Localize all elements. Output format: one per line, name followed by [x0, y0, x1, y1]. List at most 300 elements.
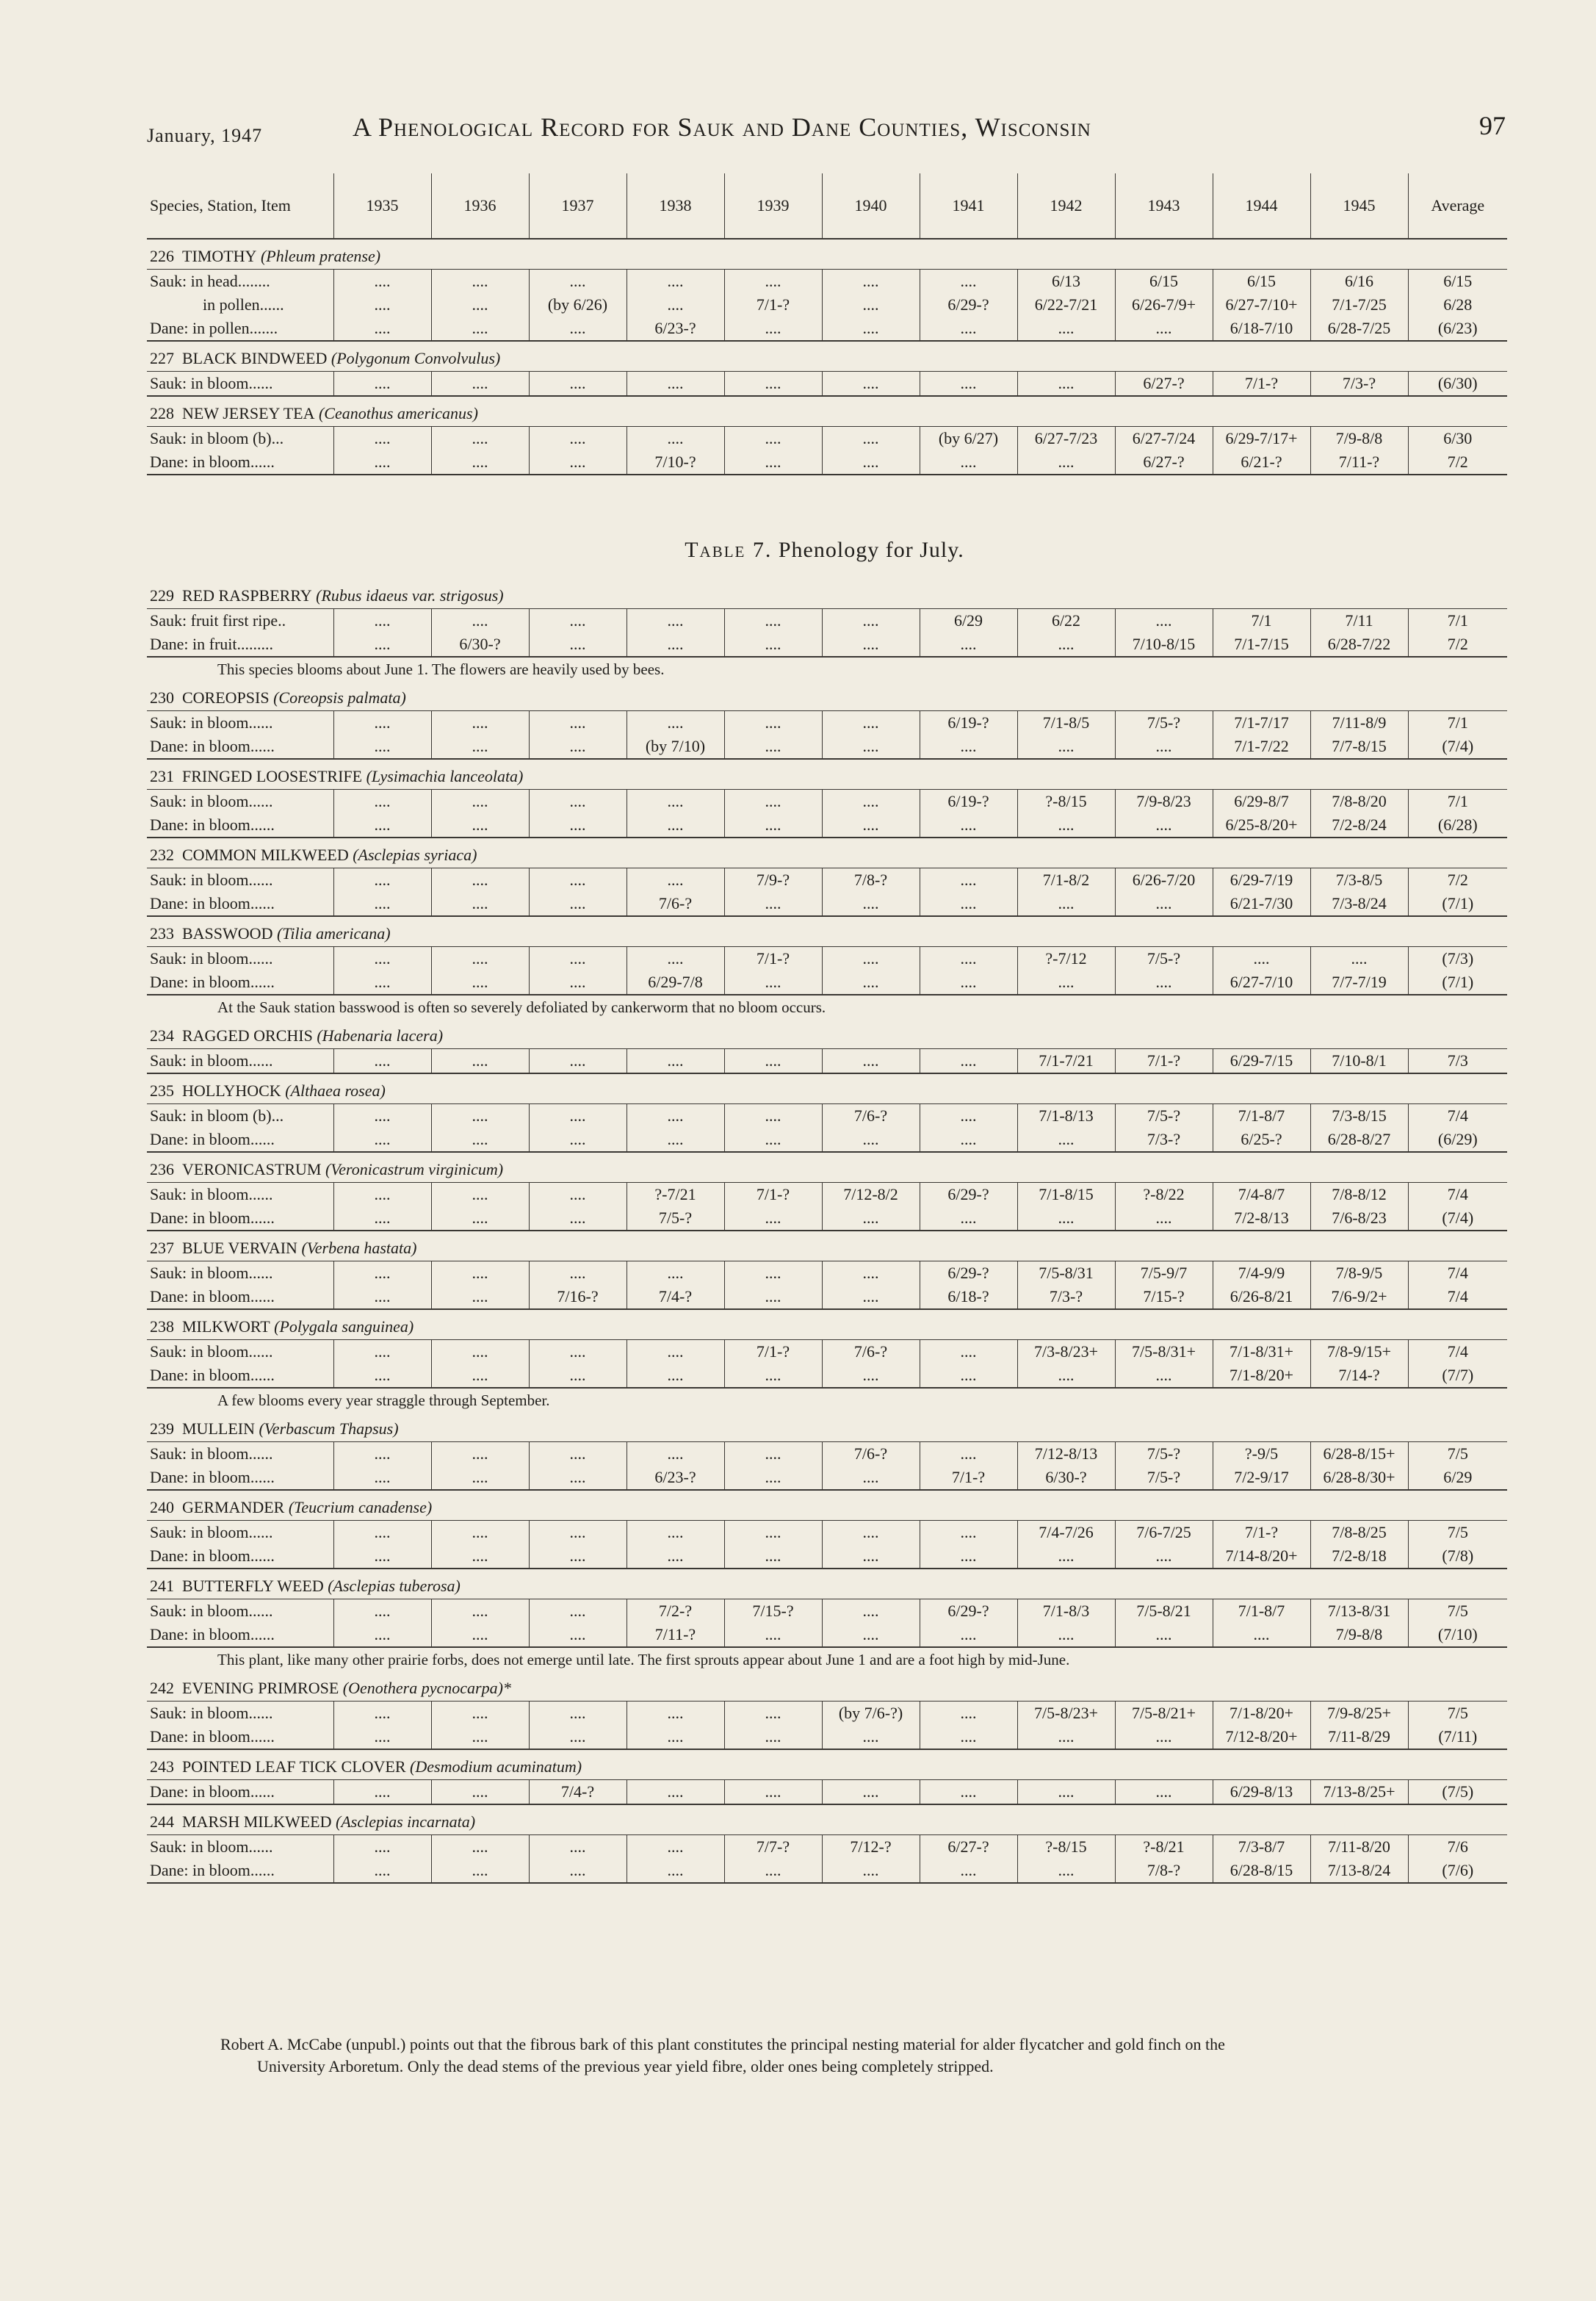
date-cell: ....	[627, 1859, 724, 1883]
date-cell: ....	[431, 427, 529, 451]
table-row	[147, 1128, 1507, 1152]
date-cell: ....	[333, 1521, 431, 1545]
date-cell: 6/29-7/15	[1213, 1049, 1310, 1074]
date-cell: ....	[1017, 1544, 1115, 1569]
date-cell: ....	[529, 1599, 627, 1624]
species-heading-row	[147, 681, 1507, 711]
row-label: Dane: in bloom......	[147, 450, 333, 475]
date-cell: 7/4-?	[529, 1780, 627, 1805]
date-cell: ....	[431, 609, 529, 633]
date-cell: 7/1-?	[1213, 372, 1310, 397]
table-row	[147, 1442, 1507, 1466]
date-cell: 6/28-8/15+	[1310, 1442, 1408, 1466]
species-common-name: BLUE VERVAIN	[182, 1239, 297, 1257]
date-cell: ....	[822, 1544, 920, 1569]
date-cell: ....	[822, 1859, 920, 1883]
species-latin-name: (Veronicastrum virginicum)	[325, 1160, 504, 1178]
date-cell: ....	[822, 1725, 920, 1749]
date-cell: 7/2-9/17	[1213, 1466, 1310, 1490]
date-cell: ....	[333, 1206, 431, 1231]
date-cell: ....	[431, 1285, 529, 1309]
date-cell: 7/9-8/25+	[1310, 1702, 1408, 1726]
column-header-year: 1936	[431, 173, 529, 239]
date-cell: 7/3-?	[1115, 1128, 1213, 1152]
date-cell: 7/9-8/8	[1310, 1623, 1408, 1647]
date-cell: ....	[1017, 1364, 1115, 1388]
date-cell: 7/5-8/31+	[1115, 1340, 1213, 1364]
date-cell: 7/11-8/9	[1310, 711, 1408, 735]
date-cell: ....	[529, 947, 627, 971]
date-cell: ....	[529, 813, 627, 838]
date-cell: ....	[1017, 813, 1115, 838]
date-cell: ....	[627, 1049, 724, 1074]
species-note-row	[147, 1388, 1507, 1412]
phenology-table-july	[147, 579, 1507, 1884]
date-cell: ....	[724, 450, 822, 475]
row-label: Dane: in bloom......	[147, 892, 333, 916]
average-cell: 7/5	[1408, 1442, 1507, 1466]
date-cell: 7/9-8/23	[1115, 790, 1213, 814]
species-note-row	[147, 657, 1507, 681]
species-number: 241	[150, 1577, 174, 1595]
date-cell: ....	[529, 1521, 627, 1545]
species-latin-name: (Asclepias tuberosa)	[328, 1577, 461, 1595]
date-cell: 7/5-?	[1115, 1442, 1213, 1466]
table-row	[147, 633, 1507, 657]
date-cell: ....	[529, 971, 627, 995]
date-cell: ....	[431, 1599, 529, 1624]
date-cell: ....	[1115, 1206, 1213, 1231]
date-cell: 7/11	[1310, 609, 1408, 633]
date-cell: (by 7/6-?)	[822, 1702, 920, 1726]
table-row	[147, 1544, 1507, 1569]
species-heading	[147, 1671, 1507, 1702]
column-header-year: 1940	[822, 173, 920, 239]
species-heading	[147, 1073, 1507, 1104]
date-cell: ....	[431, 270, 529, 294]
species-note-row	[147, 995, 1507, 1019]
species-latin-name: (Verbascum Thapsus)	[259, 1419, 399, 1438]
date-cell: ....	[529, 609, 627, 633]
species-number: 243	[150, 1757, 174, 1776]
average-cell: 6/30	[1408, 427, 1507, 451]
date-cell: 7/5-9/7	[1115, 1261, 1213, 1286]
date-cell: 7/8-?	[1115, 1859, 1213, 1883]
date-cell: 7/7-8/15	[1310, 735, 1408, 759]
date-cell: ?-8/15	[1017, 790, 1115, 814]
date-cell: 7/11-?	[627, 1623, 724, 1647]
date-cell: ....	[333, 813, 431, 838]
row-label: Sauk: in bloom (b)...	[150, 1106, 284, 1125]
date-cell: ....	[431, 1466, 529, 1490]
date-cell: ....	[627, 711, 724, 735]
species-common-name: MILKWORT	[182, 1317, 270, 1336]
date-cell: 6/28-8/30+	[1310, 1466, 1408, 1490]
date-cell: ....	[822, 892, 920, 916]
date-cell: ....	[1115, 892, 1213, 916]
date-cell: ....	[431, 293, 529, 317]
date-cell: 7/15-?	[1115, 1285, 1213, 1309]
date-cell: ....	[1115, 971, 1213, 995]
date-cell: ....	[724, 711, 822, 735]
species-latin-name: (Phleum pratense)	[260, 247, 381, 265]
date-cell: ....	[920, 1206, 1017, 1231]
date-cell: ....	[724, 1466, 822, 1490]
date-cell: ....	[1115, 317, 1213, 341]
species-common-name: BUTTERFLY WEED	[182, 1577, 324, 1595]
column-header-year: 1944	[1213, 173, 1310, 239]
average-cell: (7/8)	[1408, 1544, 1507, 1569]
date-cell: 6/27-?	[1115, 450, 1213, 475]
species-latin-name: (Tilia americana)	[276, 924, 391, 943]
date-cell: ....	[333, 1702, 431, 1726]
date-cell: ....	[627, 947, 724, 971]
date-cell: 7/5-8/31	[1017, 1261, 1115, 1286]
date-cell: 6/22-7/21	[1017, 293, 1115, 317]
date-cell: 6/22	[1017, 609, 1115, 633]
date-cell: ....	[333, 1261, 431, 1286]
column-header-year: 1941	[920, 173, 1017, 239]
date-cell: ....	[822, 450, 920, 475]
species-number: 236	[150, 1160, 174, 1178]
phenology-table-june-continued	[147, 173, 1507, 475]
date-cell: 6/29	[920, 609, 1017, 633]
date-cell: ....	[1310, 947, 1408, 971]
date-cell: ....	[627, 609, 724, 633]
average-cell: (7/1)	[1408, 971, 1507, 995]
date-cell: ....	[431, 1104, 529, 1128]
date-cell: ....	[431, 1340, 529, 1364]
date-cell: ....	[431, 1859, 529, 1883]
date-cell: ....	[627, 633, 724, 657]
date-cell: ....	[724, 971, 822, 995]
average-cell: 7/2	[1408, 868, 1507, 893]
date-cell: 7/6-?	[822, 1442, 920, 1466]
date-cell: 6/23-?	[627, 317, 724, 341]
date-cell: ?-7/21	[627, 1183, 724, 1207]
date-cell: ....	[920, 868, 1017, 893]
date-cell: 7/8-8/25	[1310, 1521, 1408, 1545]
date-cell: 7/3-?	[1310, 372, 1408, 397]
date-cell: ....	[333, 1544, 431, 1569]
species-heading-row	[147, 1569, 1507, 1599]
species-latin-name: (Rubus idaeus var. strigosus)	[316, 586, 504, 605]
date-cell: ....	[724, 1049, 822, 1074]
date-cell: ....	[431, 1623, 529, 1647]
species-heading-row	[147, 579, 1507, 609]
date-cell: 7/1-8/3	[1017, 1599, 1115, 1624]
date-cell: 7/14-?	[1310, 1364, 1408, 1388]
date-cell: ....	[529, 1442, 627, 1466]
date-cell: ....	[431, 1725, 529, 1749]
species-common-name: TIMOTHY	[182, 247, 257, 265]
date-cell: ....	[822, 1261, 920, 1286]
species-number: 237	[150, 1239, 174, 1257]
date-cell: 7/1	[1213, 609, 1310, 633]
date-cell: ....	[627, 1835, 724, 1859]
species-number: 239	[150, 1419, 174, 1438]
date-cell: ....	[333, 790, 431, 814]
species-common-name: MARSH MILKWEED	[182, 1812, 332, 1831]
date-cell: ....	[1115, 735, 1213, 759]
date-cell: 6/25-?	[1213, 1128, 1310, 1152]
species-number: 226	[150, 247, 174, 265]
date-cell: ....	[724, 1261, 822, 1286]
date-cell: ?-9/5	[1213, 1442, 1310, 1466]
date-cell: 7/10-?	[627, 450, 724, 475]
date-cell: ....	[1213, 947, 1310, 971]
date-cell: ....	[920, 1521, 1017, 1545]
table-row	[147, 1702, 1507, 1726]
date-cell: 7/4-7/26	[1017, 1521, 1115, 1545]
average-cell: 7/2	[1408, 450, 1507, 475]
species-common-name: VERONICASTRUM	[182, 1160, 322, 1178]
date-cell: ....	[333, 633, 431, 657]
species-number: 235	[150, 1081, 174, 1100]
species-heading-row	[147, 838, 1507, 868]
date-cell: 7/8-?	[822, 868, 920, 893]
row-label: Sauk: in bloom......	[147, 1049, 333, 1074]
date-cell: ....	[1017, 1128, 1115, 1152]
date-cell: ....	[627, 1780, 724, 1805]
species-number: 232	[150, 846, 174, 864]
table-caption-title: Phenology for July.	[778, 538, 964, 562]
date-cell: 7/4-9/9	[1213, 1261, 1310, 1286]
date-cell: ....	[333, 293, 431, 317]
date-cell: ....	[724, 1442, 822, 1466]
date-cell: 7/10-8/15	[1115, 633, 1213, 657]
date-cell: 7/5-?	[1115, 1104, 1213, 1128]
date-cell: ....	[822, 1128, 920, 1152]
row-label: Dane: in bloom......	[147, 1364, 333, 1388]
date-cell: 7/12-?	[822, 1835, 920, 1859]
date-cell: 7/13-8/31	[1310, 1599, 1408, 1624]
row-label: Dane: in bloom......	[147, 1623, 333, 1647]
species-number: 233	[150, 924, 174, 943]
date-cell: ....	[822, 427, 920, 451]
average-cell: 7/4	[1408, 1183, 1507, 1207]
date-cell: ....	[627, 1702, 724, 1726]
row-label: in pollen......	[203, 295, 284, 314]
date-cell: ....	[333, 372, 431, 397]
column-header-year: 1935	[333, 173, 431, 239]
species-latin-name: (Asclepias syriaca)	[353, 846, 477, 864]
column-header-year: 1938	[627, 173, 724, 239]
row-label: Sauk: in head........	[150, 272, 270, 290]
species-heading	[147, 681, 1507, 711]
row-label: Sauk: in bloom......	[150, 1704, 273, 1722]
date-cell: ....	[431, 1544, 529, 1569]
row-label: Sauk: in bloom......	[150, 1602, 273, 1620]
date-cell: ....	[627, 868, 724, 893]
date-cell: ....	[822, 1049, 920, 1074]
date-cell: 7/1-8/31+	[1213, 1340, 1310, 1364]
species-heading-row	[147, 1073, 1507, 1104]
date-cell: ....	[431, 971, 529, 995]
date-cell: 7/1-?	[724, 1340, 822, 1364]
date-cell: ....	[1213, 1623, 1310, 1647]
date-cell: ....	[529, 372, 627, 397]
date-cell: ....	[1017, 1725, 1115, 1749]
date-cell: ....	[627, 1128, 724, 1152]
species-number: 228	[150, 404, 174, 422]
row-label: Sauk: in bloom......	[150, 713, 273, 732]
table-row	[147, 813, 1507, 838]
date-cell: ....	[724, 813, 822, 838]
table-row	[147, 293, 1507, 317]
species-heading-row	[147, 1231, 1507, 1261]
species-common-name: MULLEIN	[182, 1419, 255, 1438]
date-cell: ....	[431, 1183, 529, 1207]
date-cell: (by 6/26)	[529, 293, 627, 317]
species-common-name: POINTED LEAF TICK CLOVER	[182, 1757, 406, 1776]
species-note: This species blooms about June 1. The flowers are heavily used by bees.	[217, 660, 665, 678]
date-cell: 6/29-8/13	[1213, 1780, 1310, 1805]
date-cell: 7/1-7/17	[1213, 711, 1310, 735]
date-cell: ....	[1115, 1623, 1213, 1647]
footnote	[220, 2034, 1502, 2078]
date-cell: ....	[822, 372, 920, 397]
average-cell: (7/7)	[1408, 1364, 1507, 1388]
date-cell: ....	[627, 1725, 724, 1749]
table-body	[147, 239, 1507, 475]
column-header-average: Average	[1408, 173, 1507, 239]
date-cell: ....	[333, 971, 431, 995]
date-cell: ....	[529, 1859, 627, 1883]
row-label: Dane: in bloom......	[147, 1859, 333, 1883]
date-cell: 7/1-8/7	[1213, 1104, 1310, 1128]
date-cell: ....	[1115, 1544, 1213, 1569]
species-heading	[147, 1412, 1507, 1442]
date-cell: ....	[822, 971, 920, 995]
date-cell: 7/11-8/29	[1310, 1725, 1408, 1749]
date-cell: 6/27-7/10+	[1213, 293, 1310, 317]
row-label: Sauk: in bloom (b)...	[150, 429, 284, 447]
date-cell: ....	[431, 735, 529, 759]
date-cell: 7/1-8/2	[1017, 868, 1115, 893]
species-latin-name: (Polygonum Convolvulus)	[331, 349, 501, 367]
date-cell: ....	[627, 270, 724, 294]
date-cell: ....	[1115, 609, 1213, 633]
date-cell: 6/29-7/8	[627, 971, 724, 995]
date-cell: ....	[920, 450, 1017, 475]
header-date: January, 1947	[147, 125, 263, 146]
date-cell: 7/8-8/12	[1310, 1183, 1408, 1207]
date-cell: 7/4-8/7	[1213, 1183, 1310, 1207]
species-heading	[147, 1490, 1507, 1521]
species-common-name: EVENING PRIMROSE	[182, 1679, 339, 1697]
date-cell: 7/13-8/25+	[1310, 1780, 1408, 1805]
row-label: Sauk: in bloom......	[150, 871, 273, 889]
date-cell: 7/1-8/7	[1213, 1599, 1310, 1624]
date-cell: ....	[529, 1183, 627, 1207]
date-cell: ....	[529, 1623, 627, 1647]
date-cell: ....	[333, 892, 431, 916]
row-label: Dane: in bloom......	[147, 813, 333, 838]
date-cell: ....	[920, 1544, 1017, 1569]
date-cell: ....	[627, 1521, 724, 1545]
average-cell: (7/6)	[1408, 1859, 1507, 1883]
date-cell: 7/9-8/8	[1310, 427, 1408, 451]
date-cell: ....	[822, 609, 920, 633]
table-row	[147, 892, 1507, 916]
date-cell: ....	[529, 317, 627, 341]
date-cell: 7/1-?	[920, 1466, 1017, 1490]
date-cell: ....	[920, 633, 1017, 657]
row-label: Dane: in bloom......	[147, 1725, 333, 1749]
species-common-name: BLACK BINDWEED	[182, 349, 328, 367]
date-cell: 6/27-7/10	[1213, 971, 1310, 995]
date-cell: ....	[724, 633, 822, 657]
date-cell: 7/2-?	[627, 1599, 724, 1624]
species-number: 234	[150, 1026, 174, 1045]
date-cell: ....	[724, 1623, 822, 1647]
date-cell: 7/5-?	[1115, 947, 1213, 971]
date-cell: ....	[1115, 1364, 1213, 1388]
species-heading	[147, 1749, 1507, 1780]
date-cell: 7/3-8/15	[1310, 1104, 1408, 1128]
date-cell: ....	[333, 1859, 431, 1883]
date-cell: ....	[431, 868, 529, 893]
date-cell: 7/1-8/13	[1017, 1104, 1115, 1128]
date-cell: ....	[822, 1285, 920, 1309]
species-latin-name: (Lysimachia lanceolata)	[366, 767, 524, 785]
species-heading	[147, 1804, 1507, 1835]
table-row	[147, 711, 1507, 735]
row-label: Sauk: fruit first ripe..	[150, 611, 286, 630]
date-cell: 7/5-8/21	[1115, 1599, 1213, 1624]
date-cell: ....	[724, 317, 822, 341]
table-row	[147, 1104, 1507, 1128]
table-row	[147, 1340, 1507, 1364]
date-cell: 7/3-?	[1017, 1285, 1115, 1309]
date-cell: ....	[529, 1466, 627, 1490]
row-label: Dane: in bloom......	[147, 1206, 333, 1231]
date-cell: 6/15	[1213, 270, 1310, 294]
date-cell: 7/12-8/20+	[1213, 1725, 1310, 1749]
date-cell: ....	[333, 1725, 431, 1749]
date-cell: ....	[822, 735, 920, 759]
date-cell: 6/29-?	[920, 1183, 1017, 1207]
date-cell: ....	[627, 1104, 724, 1128]
date-cell: ....	[822, 1599, 920, 1624]
date-cell: ....	[920, 1104, 1017, 1128]
species-common-name: COREOPSIS	[182, 688, 270, 707]
date-cell: 7/10-8/1	[1310, 1049, 1408, 1074]
species-heading	[147, 759, 1507, 790]
date-cell: ....	[627, 790, 724, 814]
date-cell: 7/1-7/22	[1213, 735, 1310, 759]
date-cell: ....	[1017, 1623, 1115, 1647]
column-header-year: 1937	[529, 173, 627, 239]
date-cell: 7/1-8/5	[1017, 711, 1115, 735]
date-cell: ....	[529, 1128, 627, 1152]
header-title: A Phenological Record for Sauk and Dane Counties, Wisconsin	[353, 112, 1091, 142]
row-label: Sauk: in bloom......	[150, 792, 273, 810]
date-cell: 6/28-8/15	[1213, 1859, 1310, 1883]
date-cell: ....	[724, 1702, 822, 1726]
table-row	[147, 1206, 1507, 1231]
date-cell: ....	[724, 1206, 822, 1231]
date-cell: ....	[333, 735, 431, 759]
date-cell: ....	[724, 735, 822, 759]
date-cell: ....	[1017, 1206, 1115, 1231]
average-cell: (7/11)	[1408, 1725, 1507, 1749]
species-note: At the Sauk station basswood is often so severely defoliated by cankerworm that no bloom occurs.	[217, 998, 826, 1016]
row-label: Dane: in bloom......	[147, 1466, 333, 1490]
date-cell: ....	[529, 868, 627, 893]
average-cell: (6/23)	[1408, 317, 1507, 341]
